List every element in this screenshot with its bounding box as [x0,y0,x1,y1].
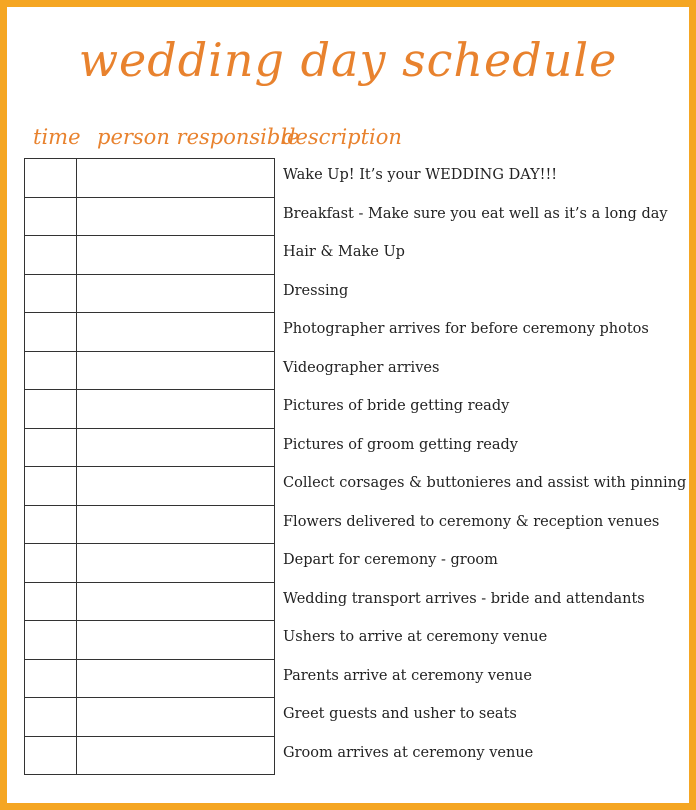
table-row [25,660,274,699]
description-item: Dressing [283,282,349,299]
person-cell[interactable] [77,352,274,390]
table-row [25,313,274,352]
person-cell[interactable] [77,737,274,775]
person-cell[interactable] [77,467,274,505]
time-cell[interactable] [25,660,77,698]
time-cell[interactable] [25,313,77,351]
table-row [25,506,274,545]
person-cell[interactable] [77,159,274,197]
table-row [25,583,274,622]
person-cell[interactable] [77,506,274,544]
time-cell[interactable] [25,236,77,274]
time-cell[interactable] [25,583,77,621]
description-item: Pictures of groom getting ready [283,436,518,453]
description-item: Breakfast - Make sure you eat well as it’s a long day [283,205,668,222]
table-row [25,467,274,506]
person-cell[interactable] [77,621,274,659]
person-cell[interactable] [77,429,274,467]
time-cell[interactable] [25,429,77,467]
description-item: Pictures of bride getting ready [283,398,510,414]
description-item: Depart for ceremony - groom [283,552,498,568]
time-cell[interactable] [25,621,77,659]
person-cell[interactable] [77,275,274,313]
description-item: Wake Up! It’s your WEDDING DAY!!! [283,167,558,183]
table-row [25,390,274,429]
time-cell[interactable] [25,737,77,775]
description-item: Ushers to arrive at ceremony venue [283,629,548,645]
person-cell[interactable] [77,544,274,582]
table-row [25,698,274,737]
table-row [25,159,274,198]
person-cell[interactable] [77,236,274,274]
person-cell[interactable] [77,198,274,236]
time-cell[interactable] [25,698,77,736]
person-cell[interactable] [77,313,274,351]
table-row [25,737,274,776]
description-item: Greet guests and usher to seats [283,706,517,722]
table-row [25,544,274,583]
description-item: Flowers delivered to ceremony & reception venues [283,513,660,530]
description-item: Parents arrive at ceremony venue [283,667,532,684]
table-row [25,621,274,660]
time-cell[interactable] [25,275,77,313]
table-row [25,198,274,237]
table-row [25,275,274,314]
table-row [25,429,274,468]
person-cell[interactable] [77,583,274,621]
time-cell[interactable] [25,198,77,236]
page-title: wedding day schedule [78,33,618,87]
person-cell[interactable] [77,698,274,736]
description-item: Videographer arrives [283,359,440,376]
description-list [283,158,687,774]
time-cell[interactable] [25,544,77,582]
column-header-time: time [33,125,81,149]
time-cell[interactable] [25,506,77,544]
table-row [25,236,274,275]
person-cell[interactable] [77,660,274,698]
schedule-grid [24,158,275,775]
table-row [25,352,274,391]
column-header-person: person responsible [97,125,300,149]
time-cell[interactable] [25,467,77,505]
description-item: Collect corsages & buttonieres and assist with pinning [283,475,687,491]
time-cell[interactable] [25,159,77,197]
description-item: Groom arrives at ceremony venue [283,744,534,761]
description-item: Photographer arrives for before ceremony photos [283,321,649,337]
time-cell[interactable] [25,352,77,390]
description-item: Wedding transport arrives - bride and attendants [283,590,645,607]
time-cell[interactable] [25,390,77,428]
description-item: Hair & Make Up [283,244,405,260]
column-header-description: description [282,125,402,149]
person-cell[interactable] [77,390,274,428]
